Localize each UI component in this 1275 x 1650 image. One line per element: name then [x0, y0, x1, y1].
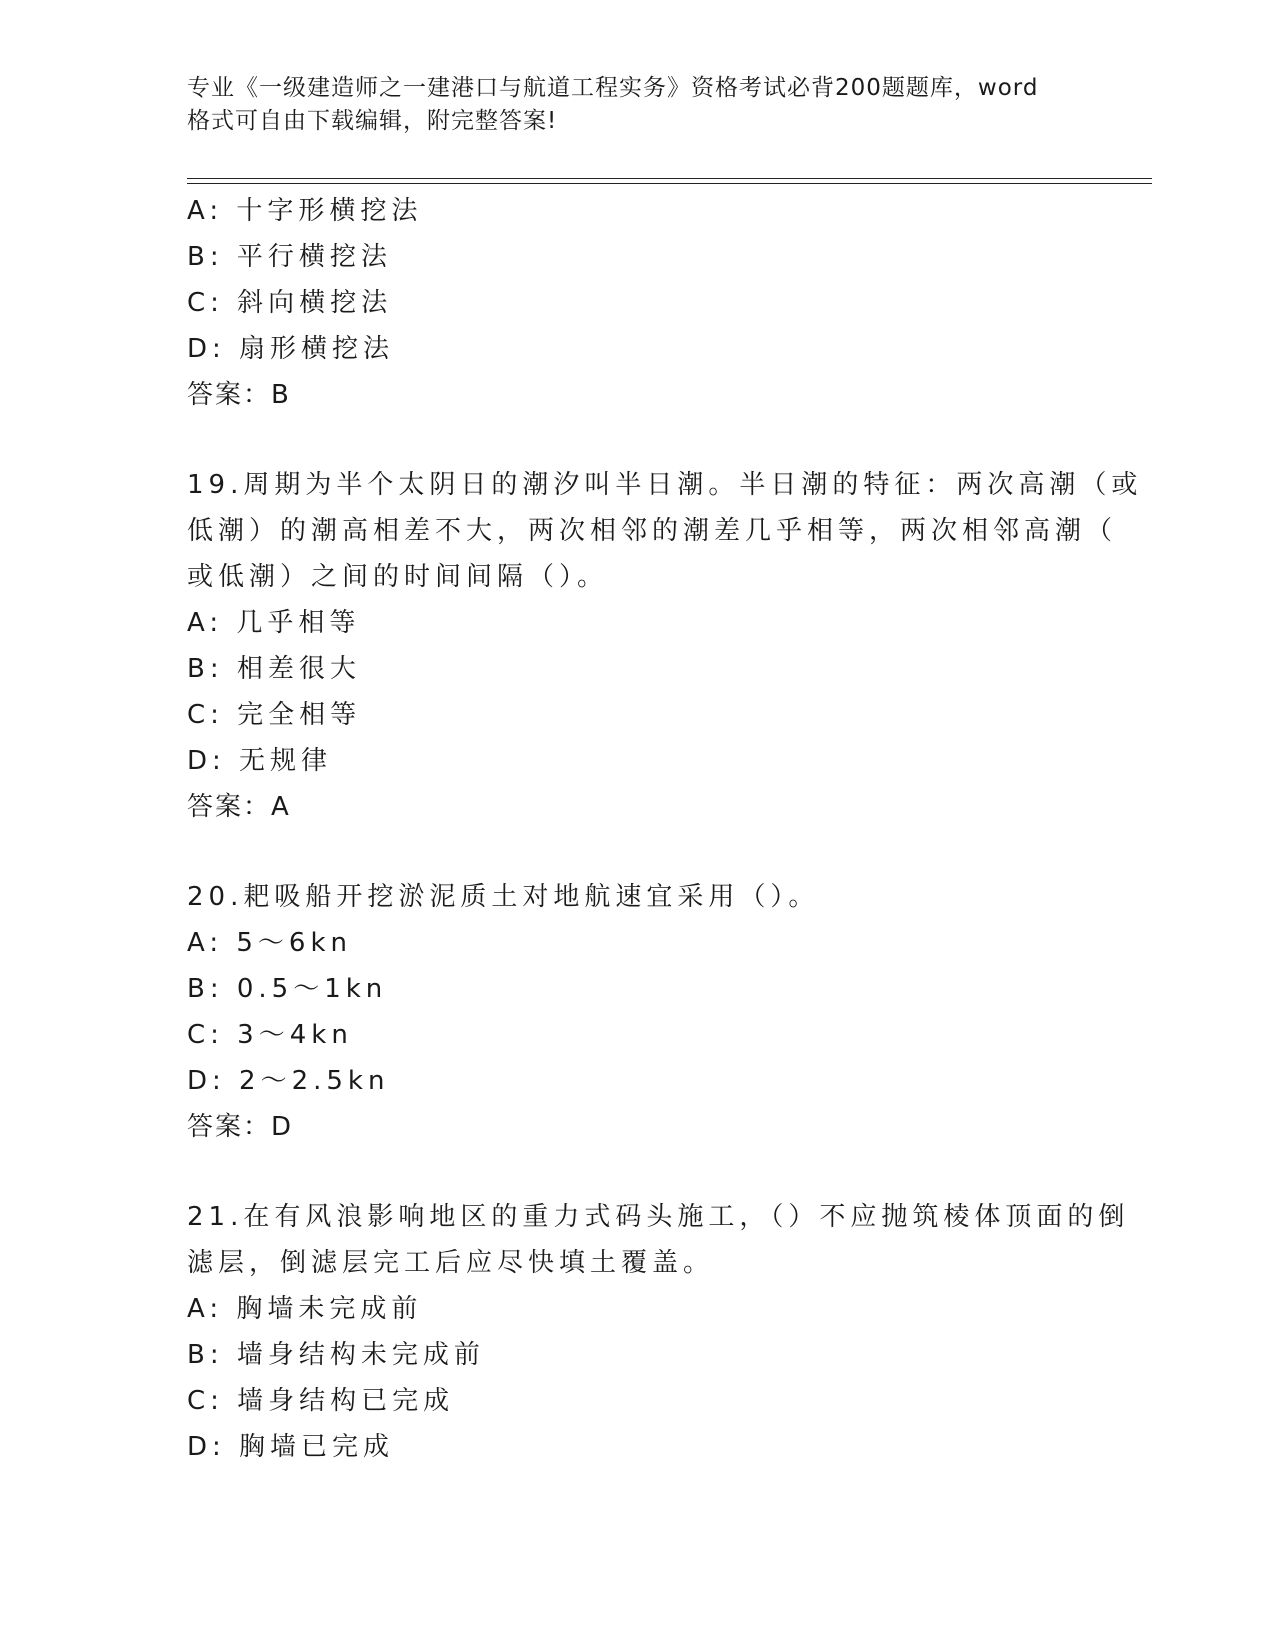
- option-a: A: 十字形横挖法: [187, 196, 423, 226]
- question-20-block: [187, 874, 1087, 1150]
- option-d: D: 2～2.5kn: [187, 1066, 390, 1096]
- option-c: C: 完全相等: [187, 700, 362, 730]
- option-b: B: 平行横挖法: [187, 242, 392, 272]
- option-b: B: 墙身结构未完成前: [187, 1340, 485, 1370]
- answer-line: 答案：B: [187, 380, 291, 410]
- option-a: A: 胸墙未完成前: [187, 1294, 423, 1324]
- question-19-block: [187, 462, 1143, 830]
- header-divider-bottom: [187, 183, 1152, 184]
- option-b: B: 相差很大: [187, 654, 361, 684]
- option-c: C: 墙身结构已完成: [187, 1386, 455, 1416]
- option-d: D: 无规律: [187, 746, 333, 776]
- option-d: D: 扇形横挖法: [187, 334, 395, 364]
- option-c: C: 3～4kn: [187, 1020, 353, 1050]
- header-title-line-1: 专业《一级建造师之一建港口与航道工程实务》资格考试必背200题题库，word: [187, 75, 1039, 101]
- question-text-line: 21.在有风浪影响地区的重力式码头施工，（）不应抛筑棱体顶面的倒: [187, 1202, 1130, 1232]
- header-title-line-2: 格式可自由下载编辑，附完整答案!: [187, 108, 558, 134]
- option-b: B: 0.5～1kn: [187, 974, 388, 1004]
- answer-line: 答案：A: [187, 792, 291, 822]
- question-text-line: 或低潮）之间的时间间隔（）。: [187, 562, 609, 592]
- question-text-line: 19.周期为半个太阴日的潮汐叫半日潮。半日潮的特征：两次高潮（或: [187, 470, 1143, 500]
- document-header: [187, 72, 1087, 138]
- question-21-block: [187, 1194, 1130, 1470]
- option-c: C: 斜向横挖法: [187, 288, 393, 318]
- option-a: A: 几乎相等: [187, 608, 361, 638]
- question-list: [187, 188, 1143, 1470]
- question-text-line: 低潮）的潮高相差不大，两次相邻的潮差几乎相等，两次相邻高潮（: [187, 516, 1118, 546]
- header-divider-top: [187, 178, 1152, 179]
- option-d: D: 胸墙已完成: [187, 1432, 395, 1462]
- answer-line: 答案：D: [187, 1112, 294, 1142]
- question-text-line: 20.耙吸船开挖淤泥质土对地航速宜采用（）。: [187, 882, 820, 912]
- question-18-block: [187, 188, 1087, 418]
- option-a: A: 5～6kn: [187, 928, 352, 958]
- question-text-line: 滤层，倒滤层完工后应尽快填土覆盖。: [187, 1248, 715, 1278]
